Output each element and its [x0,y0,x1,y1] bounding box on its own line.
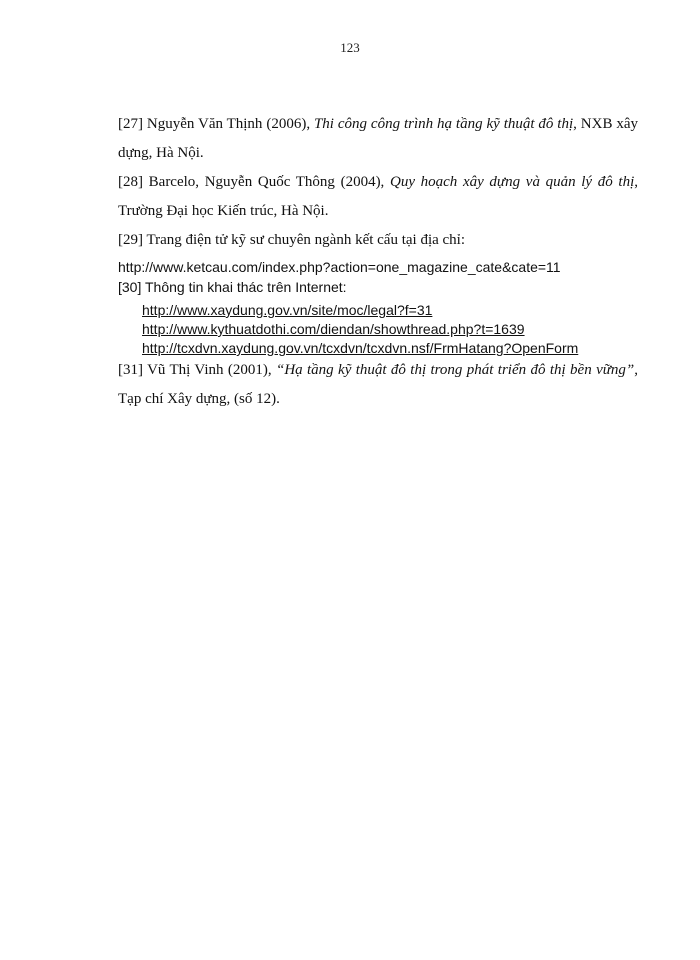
reference-28-authors: [28] Barcelo, Nguyễn Quốc Thông (2004), [118,174,390,190]
reference-28 [118,168,638,226]
reference-28-title: Quy hoạch xây dựng và quản lý đô thị [389,174,635,190]
reference-29-url: http://www.ketcau.com/index.php?action=one_magazine_cate&cate=11 [118,259,561,275]
reference-28-publisher: , Trường Đại học Kiến trúc, Hà Nội. [118,174,639,219]
reference-30-links [142,301,638,358]
page-number: 123 [340,40,360,55]
reference-27 [118,110,638,168]
reference-27-publisher: , NXB xây dựng, Hà Nội. [118,116,639,161]
reference-31-title: “Hạ tầng kỹ thuật đô thị trong phát triển đô thị bền vững” [275,362,635,378]
reference-27-authors: [27] Nguyễn Văn Thịnh (2006), [118,116,314,132]
link-xaydung[interactable]: http://www.xaydung.gov.vn/site/moc/legal?f=31 [142,302,433,318]
link-tcxdvn[interactable]: http://tcxdvn.xaydung.gov.vn/tcxdvn/tcxdvn.nsf/FrmHatang?OpenForm [142,340,579,356]
reference-list [118,110,638,414]
reference-30: [30] Thông tin khai thác trên Internet: [118,279,347,295]
reference-29: [29] Trang điện tử kỹ sư chuyên ngành kết cấu tại địa chỉ: [118,232,466,248]
reference-31 [118,356,638,414]
reference-27-title: Thi công công trình hạ tầng kỹ thuật đô thị [313,116,574,132]
link-kythuatdothi[interactable]: http://www.kythuatdothi.com/diendan/showthread.php?t=1639 [142,321,525,337]
reference-31-journal: , Tạp chí Xây dựng, (số 12). [118,362,638,407]
reference-31-authors: [31] Vũ Thị Vinh (2001), [118,362,276,378]
